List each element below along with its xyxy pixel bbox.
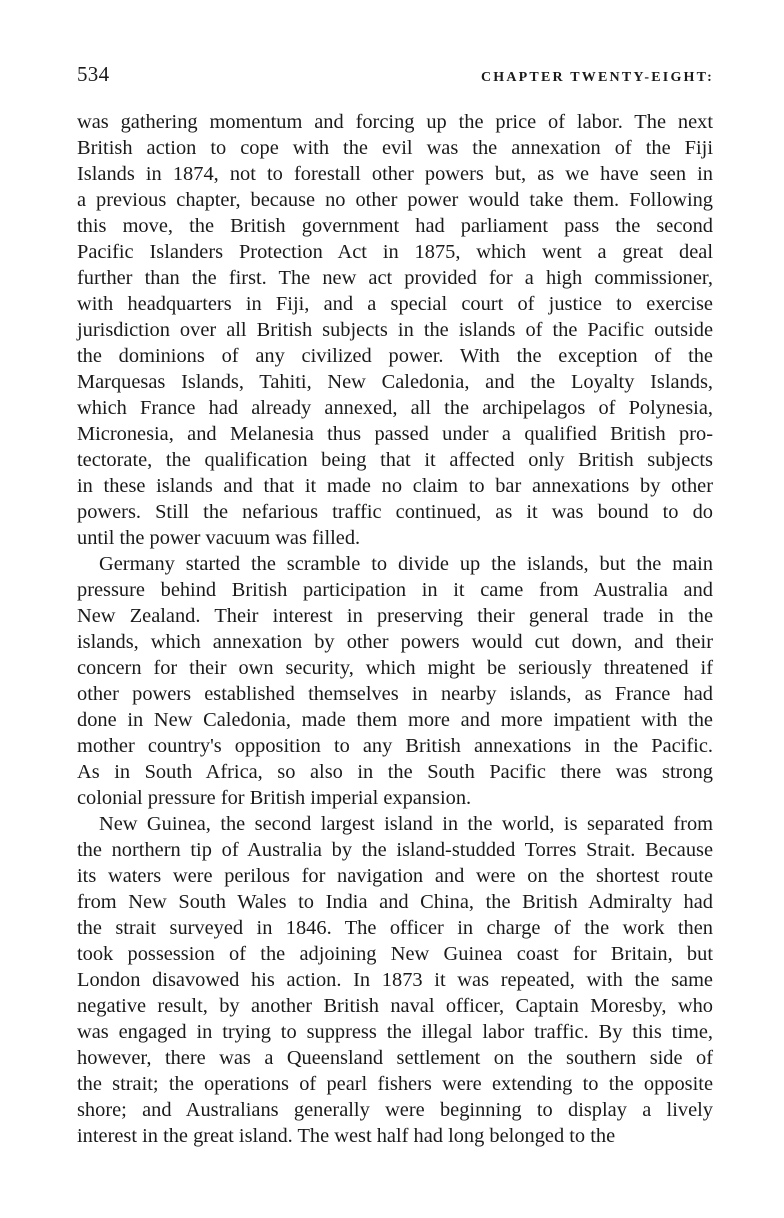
text-line: pressure behind British participation in it came from Australia and	[77, 579, 713, 601]
text-line: further than the first. The new act provided for a high commissioner,	[77, 267, 713, 289]
text-line: the strait surveyed in 1846. The officer in charge of the work then	[77, 917, 713, 939]
text-line: the northern tip of Australia by the island-studded Torres Strait. Because	[77, 839, 713, 861]
text-line: negative result, by another British naval officer, Captain Moresby, who	[77, 995, 713, 1017]
text-line: however, there was a Queensland settlement on the southern side of	[77, 1047, 713, 1069]
text-line: was gathering momentum and forcing up the price of labor. The next	[77, 111, 713, 133]
text-line: Islands in 1874, not to forestall other powers but, as we have seen in	[77, 163, 713, 185]
text-line: which France had already annexed, all the archipelagos of Polynesia,	[77, 397, 713, 419]
text-line: took possession of the adjoining New Guinea coast for Britain, but	[77, 943, 713, 965]
text-line: was engaged in trying to suppress the illegal labor traffic. By this time,	[77, 1021, 713, 1043]
text-line: until the power vacuum was filled.	[77, 527, 361, 549]
text-line: jurisdiction over all British subjects in the islands of the Pacific outside	[77, 319, 713, 341]
running-head	[77, 62, 714, 92]
text-line: Marquesas Islands, Tahiti, New Caledonia, and the Loyalty Islands,	[77, 371, 713, 393]
text-line: Germany started the scramble to divide up the islands, but the main	[99, 553, 713, 575]
text-line: London disavowed his action. In 1873 it was repeated, with the same	[77, 969, 713, 991]
text-line: with headquarters in Fiji, and a special court of justice to exercise	[77, 293, 713, 315]
text-line: islands, which annexation by other powers would cut down, and their	[77, 631, 713, 653]
paragraph	[77, 109, 713, 551]
page-number: 534	[77, 62, 110, 86]
text-line: its waters were perilous for navigation and were on the shortest route	[77, 865, 713, 887]
paragraph	[77, 811, 713, 1149]
text-line: mother country's opposition to any British annexations in the Pacific.	[77, 735, 713, 757]
text-line: colonial pressure for British imperial expansion.	[77, 787, 472, 809]
text-line: New Zealand. Their interest in preserving their general trade in the	[77, 605, 713, 627]
chapter-heading: CHAPTER TWENTY-EIGHT:	[480, 70, 714, 85]
text-line: shore; and Australians generally were beginning to display a lively	[77, 1099, 713, 1121]
text-line: powers. Still the nefarious traffic continued, as it was bound to do	[77, 501, 713, 523]
paragraph	[77, 551, 713, 811]
text-line: done in New Caledonia, made them more and more impatient with the	[77, 709, 713, 731]
text-line: British action to cope with the evil was the annexation of the Fiji	[77, 137, 713, 159]
text-line: As in South Africa, so also in the South Pacific there was strong	[77, 761, 713, 783]
text-line: this move, the British government had parliament pass the second	[77, 215, 713, 237]
text-line: Micronesia, and Melanesia thus passed under a qualified British pro-	[77, 423, 713, 445]
text-line: New Guinea, the second largest island in the world, is separated from	[99, 813, 713, 835]
body-text	[77, 109, 713, 1149]
text-line: other powers established themselves in nearby islands, as France had	[77, 683, 713, 705]
text-line: the dominions of any civilized power. With the exception of the	[77, 345, 713, 367]
text-line: concern for their own security, which might be seriously threatened if	[77, 657, 713, 679]
text-line: from New South Wales to India and China, the British Admiralty had	[77, 891, 713, 913]
text-line: the strait; the operations of pearl fishers were extending to the opposite	[77, 1073, 713, 1095]
text-line: Pacific Islanders Protection Act in 1875, which went a great deal	[77, 241, 713, 263]
text-line: in these islands and that it made no claim to bar annexations by other	[77, 475, 713, 497]
text-line: interest in the great island. The west half had long belonged to the	[77, 1125, 616, 1147]
text-line: tectorate, the qualification being that it affected only British subjects	[77, 449, 713, 471]
text-line: a previous chapter, because no other power would take them. Following	[77, 189, 713, 211]
